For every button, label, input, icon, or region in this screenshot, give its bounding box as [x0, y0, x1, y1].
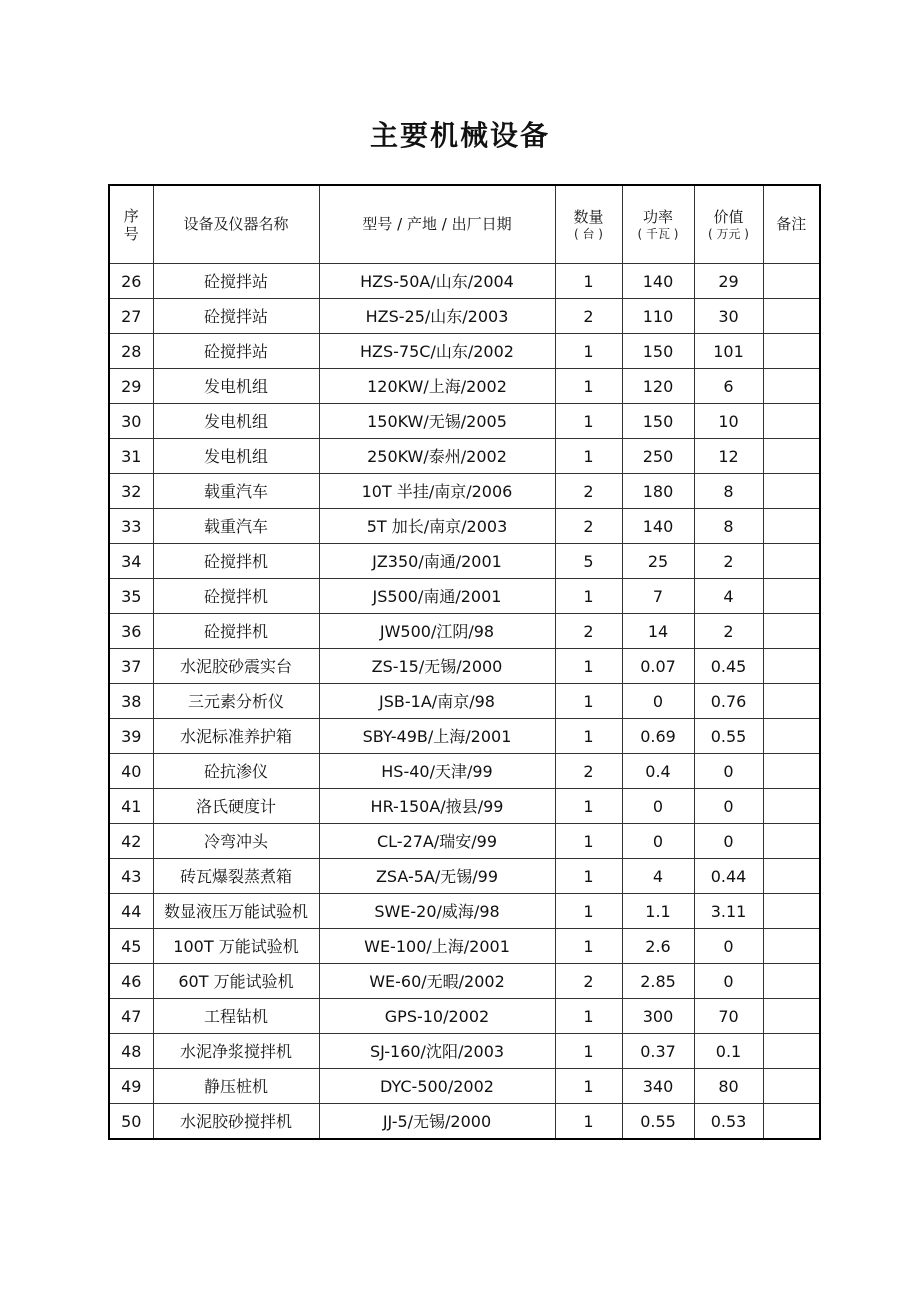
table-row — [109, 1104, 820, 1140]
table-row — [109, 614, 820, 649]
cell-model: 5T 加长/南京/2003 — [319, 509, 555, 544]
table-row — [109, 544, 820, 579]
header-power-unit: ( 千瓦 ) — [637, 226, 679, 241]
cell-qty: 1 — [555, 334, 622, 369]
cell-qty: 1 — [555, 1069, 622, 1104]
cell-value: 8 — [694, 509, 763, 544]
header-seq — [109, 185, 153, 264]
cell-name: 60T 万能试验机 — [153, 964, 319, 999]
cell-name: 水泥净浆搅拌机 — [153, 1034, 319, 1069]
cell-model: 120KW/上海/2002 — [319, 369, 555, 404]
cell-model: ZS-15/无锡/2000 — [319, 649, 555, 684]
cell-seq: 50 — [109, 1104, 153, 1140]
cell-value: 70 — [694, 999, 763, 1034]
cell-model: SBY-49B/上海/2001 — [319, 719, 555, 754]
cell-power: 14 — [622, 614, 694, 649]
cell-value: 4 — [694, 579, 763, 614]
cell-seq: 47 — [109, 999, 153, 1034]
cell-model: GPS-10/2002 — [319, 999, 555, 1034]
cell-value: 0 — [694, 789, 763, 824]
cell-value: 8 — [694, 474, 763, 509]
cell-remark — [763, 964, 820, 999]
table-row — [109, 649, 820, 684]
cell-remark — [763, 264, 820, 299]
cell-qty: 1 — [555, 824, 622, 859]
cell-qty: 1 — [555, 859, 622, 894]
cell-seq: 35 — [109, 579, 153, 614]
cell-remark — [763, 684, 820, 719]
cell-qty: 1 — [555, 1034, 622, 1069]
cell-value: 2 — [694, 544, 763, 579]
cell-name: 水泥标准养护箱 — [153, 719, 319, 754]
cell-power: 140 — [622, 264, 694, 299]
cell-name: 水泥胶砂震实台 — [153, 649, 319, 684]
cell-value: 6 — [694, 369, 763, 404]
cell-name: 发电机组 — [153, 404, 319, 439]
cell-remark — [763, 334, 820, 369]
cell-remark — [763, 439, 820, 474]
cell-remark — [763, 789, 820, 824]
header-qty-label: 数量 — [573, 207, 604, 226]
cell-remark — [763, 719, 820, 754]
cell-seq: 49 — [109, 1069, 153, 1104]
cell-model: WE-100/上海/2001 — [319, 929, 555, 964]
cell-remark — [763, 1034, 820, 1069]
cell-remark — [763, 649, 820, 684]
cell-seq: 45 — [109, 929, 153, 964]
cell-qty: 1 — [555, 789, 622, 824]
cell-name: 砼搅拌站 — [153, 299, 319, 334]
equipment-table — [108, 184, 821, 1140]
header-power-label: 功率 — [642, 207, 673, 226]
table-row — [109, 334, 820, 369]
table-row — [109, 684, 820, 719]
header-value-label: 价值 — [713, 207, 744, 226]
cell-model: SWE-20/威海/98 — [319, 894, 555, 929]
table-row — [109, 894, 820, 929]
cell-qty: 5 — [555, 544, 622, 579]
cell-seq: 27 — [109, 299, 153, 334]
cell-model: CL-27A/瑞安/99 — [319, 824, 555, 859]
cell-model: WE-60/无暇/2002 — [319, 964, 555, 999]
cell-qty: 2 — [555, 299, 622, 334]
cell-name: 发电机组 — [153, 369, 319, 404]
cell-seq: 28 — [109, 334, 153, 369]
cell-power: 150 — [622, 334, 694, 369]
cell-qty: 1 — [555, 894, 622, 929]
table-row — [109, 509, 820, 544]
table-row — [109, 824, 820, 859]
cell-value: 0.44 — [694, 859, 763, 894]
header-model: 型号 / 产地 / 出厂日期 — [319, 185, 555, 264]
cell-name: 砖瓦爆裂蒸煮箱 — [153, 859, 319, 894]
cell-remark — [763, 894, 820, 929]
cell-model: JW500/江阴/98 — [319, 614, 555, 649]
cell-name: 三元素分析仪 — [153, 684, 319, 719]
cell-seq: 34 — [109, 544, 153, 579]
cell-name: 发电机组 — [153, 439, 319, 474]
cell-value: 3.11 — [694, 894, 763, 929]
cell-name: 砼搅拌机 — [153, 579, 319, 614]
cell-remark — [763, 509, 820, 544]
table-header-row — [109, 185, 820, 264]
cell-name: 砼搅拌机 — [153, 614, 319, 649]
cell-remark — [763, 859, 820, 894]
cell-model: HZS-25/山东/2003 — [319, 299, 555, 334]
cell-remark — [763, 299, 820, 334]
cell-power: 0 — [622, 684, 694, 719]
cell-seq: 36 — [109, 614, 153, 649]
table-row — [109, 999, 820, 1034]
cell-qty: 1 — [555, 929, 622, 964]
cell-seq: 43 — [109, 859, 153, 894]
cell-name: 砼抗渗仪 — [153, 754, 319, 789]
table-row — [109, 474, 820, 509]
cell-seq: 40 — [109, 754, 153, 789]
cell-name: 数显液压万能试验机 — [153, 894, 319, 929]
cell-qty: 1 — [555, 579, 622, 614]
table-row — [109, 754, 820, 789]
cell-seq: 29 — [109, 369, 153, 404]
cell-remark — [763, 1069, 820, 1104]
cell-seq: 46 — [109, 964, 153, 999]
cell-qty: 1 — [555, 999, 622, 1034]
cell-model: 150KW/无锡/2005 — [319, 404, 555, 439]
cell-remark — [763, 369, 820, 404]
cell-name: 载重汽车 — [153, 474, 319, 509]
cell-qty: 1 — [555, 369, 622, 404]
cell-remark — [763, 999, 820, 1034]
cell-remark — [763, 544, 820, 579]
table-row — [109, 929, 820, 964]
cell-model: HZS-50A/山东/2004 — [319, 264, 555, 299]
cell-seq: 30 — [109, 404, 153, 439]
cell-seq: 39 — [109, 719, 153, 754]
header-qty — [555, 185, 622, 264]
table-row — [109, 264, 820, 299]
cell-qty: 1 — [555, 439, 622, 474]
table-row — [109, 964, 820, 999]
table-row — [109, 369, 820, 404]
cell-power: 150 — [622, 404, 694, 439]
cell-name: 100T 万能试验机 — [153, 929, 319, 964]
cell-qty: 2 — [555, 614, 622, 649]
table-row — [109, 719, 820, 754]
header-name: 设备及仪器名称 — [153, 185, 319, 264]
cell-seq: 44 — [109, 894, 153, 929]
cell-model: JJ-5/无锡/2000 — [319, 1104, 555, 1140]
cell-seq: 41 — [109, 789, 153, 824]
cell-value: 0 — [694, 964, 763, 999]
cell-remark — [763, 824, 820, 859]
cell-value: 101 — [694, 334, 763, 369]
cell-model: HS-40/天津/99 — [319, 754, 555, 789]
cell-value: 0.45 — [694, 649, 763, 684]
cell-qty: 1 — [555, 404, 622, 439]
cell-remark — [763, 754, 820, 789]
table-row — [109, 299, 820, 334]
cell-value: 80 — [694, 1069, 763, 1104]
cell-power: 120 — [622, 369, 694, 404]
cell-seq: 37 — [109, 649, 153, 684]
cell-seq: 32 — [109, 474, 153, 509]
cell-power: 340 — [622, 1069, 694, 1104]
cell-qty: 2 — [555, 474, 622, 509]
cell-power: 0.37 — [622, 1034, 694, 1069]
cell-model: 250KW/泰州/2002 — [319, 439, 555, 474]
cell-model: HR-150A/掖县/99 — [319, 789, 555, 824]
cell-name: 载重汽车 — [153, 509, 319, 544]
cell-seq: 26 — [109, 264, 153, 299]
table-row — [109, 1034, 820, 1069]
cell-value: 0.1 — [694, 1034, 763, 1069]
cell-value: 12 — [694, 439, 763, 474]
header-value — [694, 185, 763, 264]
cell-value: 30 — [694, 299, 763, 334]
header-seq-label: 序号 — [123, 206, 139, 243]
cell-value: 0.53 — [694, 1104, 763, 1140]
cell-model: ZSA-5A/无锡/99 — [319, 859, 555, 894]
cell-power: 2.6 — [622, 929, 694, 964]
cell-name: 工程钻机 — [153, 999, 319, 1034]
cell-qty: 1 — [555, 1104, 622, 1140]
table-row — [109, 859, 820, 894]
table-body — [109, 264, 820, 1140]
cell-remark — [763, 614, 820, 649]
cell-value: 10 — [694, 404, 763, 439]
cell-name: 砼搅拌站 — [153, 264, 319, 299]
cell-remark — [763, 579, 820, 614]
cell-power: 0 — [622, 824, 694, 859]
cell-seq: 42 — [109, 824, 153, 859]
cell-power: 0 — [622, 789, 694, 824]
cell-power: 1.1 — [622, 894, 694, 929]
table-row — [109, 1069, 820, 1104]
cell-value: 0 — [694, 754, 763, 789]
cell-qty: 2 — [555, 964, 622, 999]
cell-power: 110 — [622, 299, 694, 334]
table-row — [109, 439, 820, 474]
cell-value: 0 — [694, 929, 763, 964]
cell-power: 0.07 — [622, 649, 694, 684]
cell-remark — [763, 404, 820, 439]
cell-name: 砼搅拌机 — [153, 544, 319, 579]
cell-model: JS500/南通/2001 — [319, 579, 555, 614]
cell-model: SJ-160/沈阳/2003 — [319, 1034, 555, 1069]
cell-power: 2.85 — [622, 964, 694, 999]
cell-qty: 2 — [555, 509, 622, 544]
cell-remark — [763, 474, 820, 509]
cell-name: 砼搅拌站 — [153, 334, 319, 369]
cell-seq: 31 — [109, 439, 153, 474]
cell-seq: 33 — [109, 509, 153, 544]
cell-power: 7 — [622, 579, 694, 614]
header-remark: 备注 — [763, 185, 820, 264]
cell-value: 2 — [694, 614, 763, 649]
cell-qty: 1 — [555, 264, 622, 299]
cell-qty: 1 — [555, 684, 622, 719]
cell-remark — [763, 929, 820, 964]
cell-power: 140 — [622, 509, 694, 544]
cell-model: HZS-75C/山东/2002 — [319, 334, 555, 369]
cell-name: 洛氏硬度计 — [153, 789, 319, 824]
cell-model: 10T 半挂/南京/2006 — [319, 474, 555, 509]
cell-power: 180 — [622, 474, 694, 509]
cell-value: 29 — [694, 264, 763, 299]
cell-model: JSB-1A/南京/98 — [319, 684, 555, 719]
cell-seq: 48 — [109, 1034, 153, 1069]
cell-value: 0.76 — [694, 684, 763, 719]
cell-power: 25 — [622, 544, 694, 579]
cell-model: JZ350/南通/2001 — [319, 544, 555, 579]
cell-power: 4 — [622, 859, 694, 894]
cell-qty: 2 — [555, 754, 622, 789]
cell-name: 水泥胶砂搅拌机 — [153, 1104, 319, 1140]
table-row — [109, 404, 820, 439]
cell-seq: 38 — [109, 684, 153, 719]
cell-power: 0.69 — [622, 719, 694, 754]
header-value-unit: ( 万元 ) — [708, 226, 749, 241]
cell-name: 静压桩机 — [153, 1069, 319, 1104]
cell-value: 0 — [694, 824, 763, 859]
cell-power: 0.55 — [622, 1104, 694, 1140]
cell-value: 0.55 — [694, 719, 763, 754]
header-power — [622, 185, 694, 264]
table-row — [109, 789, 820, 824]
cell-qty: 1 — [555, 649, 622, 684]
cell-name: 冷弯冲头 — [153, 824, 319, 859]
cell-power: 0.4 — [622, 754, 694, 789]
header-qty-unit: ( 台 ) — [574, 226, 603, 241]
cell-remark — [763, 1104, 820, 1140]
table-row — [109, 579, 820, 614]
cell-qty: 1 — [555, 719, 622, 754]
cell-model: DYC-500/2002 — [319, 1069, 555, 1104]
page-title: 主要机械设备 — [369, 119, 550, 152]
cell-power: 250 — [622, 439, 694, 474]
cell-power: 300 — [622, 999, 694, 1034]
